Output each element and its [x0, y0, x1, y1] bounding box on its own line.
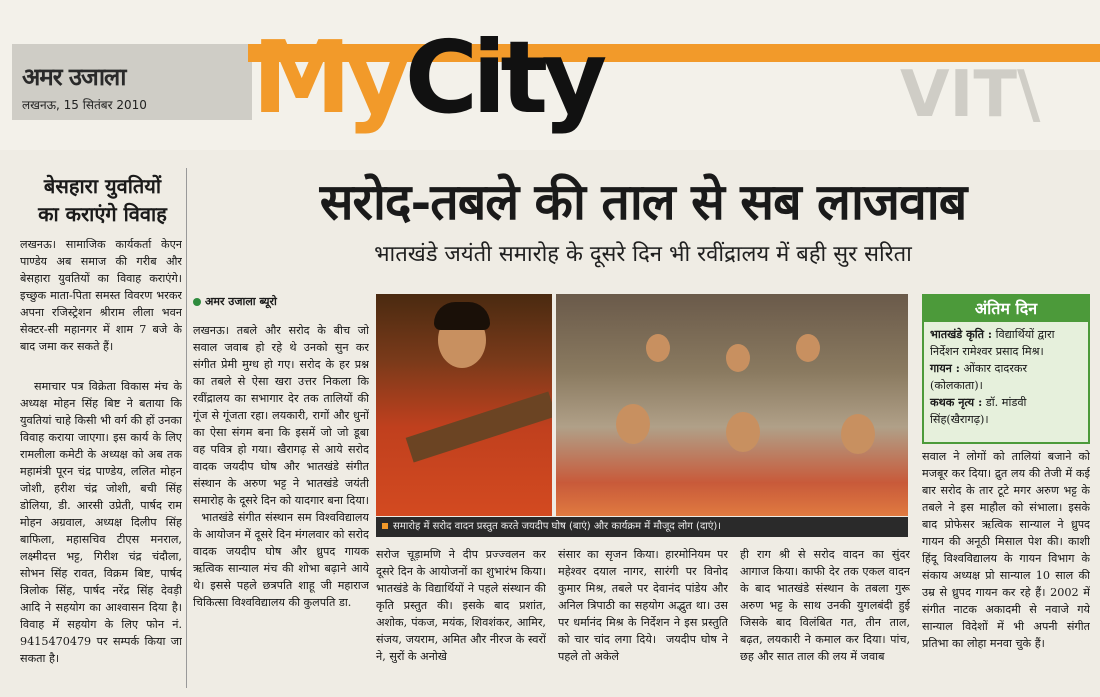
article-subheadline: भातखंडे जयंती समारोह के दूसरे दिन भी रवींद्रालय में बही सुर सरिता: [374, 242, 912, 267]
photo-caption-text: समारोह में सरोद वादन प्रस्तुत करते जयदीप घोष (बाएं) और कार्यक्रम में मौजूद लोग (दाएं)।: [393, 521, 722, 532]
article-column-1: लखनऊ। तबले और सरोद के बीच जो सवाल जवाब हो रहे थे उनको सुन कर संगीत प्रेमी मुग्ध हो गए। सरोद के हर प्रश्न का तबले से ऐसा खरा उत्तर निकला कि रवींद्रालय का सभागार देर तक तालियों की गूंज से गूंजता रहा। लयकारी, रागों और धुनों का ऐसा संगम बना कि इसमें जो जो डूबा वह पवित्र हो गया। खैरागढ़ से आये सरोद वादक जयदीप घोष और भातखंडे संगीत संस्थान के अरुण भट्ट ने भातखंडे जयंती समारोह के दूसरे दिन को यादगार बना दिया। भातखंडे संगीत संस्थान सम विश्वविद्यालय के आयोजन में दूसरे दिन मंगलवार को सरोद वादक जयदीप घोष और ध्रुपद गायक ऋत्विक सान्याल मंच की शोभा बढ़ाने आये थे। इससे पहले छत्रपति शाहू जी महाराज चिकित्सा विश्वविद्यालय की कुलपति डा.: [193, 324, 369, 609]
final-day-box: [922, 294, 1090, 444]
section-title: [252, 19, 602, 136]
edition-date: लखनऊ, 15 सितंबर 2010: [22, 98, 147, 112]
sidebar-headline: [20, 172, 185, 228]
final-day-item: [930, 326, 1082, 360]
article-column-5: सवाल ने लोगों को तालियां बजाने को मजबूर कर दिया। द्रुत लय की तेजी में कई बार सरोद के तार टूटे मगर अरुण भट्ट के तबले ने इस माहौल को संभाला। इसके बाद प्रोफेसर ऋत्विक सान्याल ने ध्रुपद गायन की अनूठी मिसाल पेश की। काशी हिंदू विश्वविद्यालय के गायन विभाग के संकाय अध्यक्ष प्रो सान्याल 10 साल की उम्र से ध्रुपद गायन कर रहे हैं। 2002 में संगीत नाटक अकादमी से नवाजे गये सान्याल विदेशों में भी अपनी संगीत प्रतिभा का लोहा मनवा चुके हैं।: [922, 450, 1090, 650]
article-byline: [193, 294, 277, 309]
photo-figure-hair: [434, 302, 490, 330]
final-day-item-label: भातखंडे कृति :: [930, 327, 993, 341]
bleed-through-text: VIT\: [900, 58, 1041, 132]
final-day-item-value: विद्यार्थियों द्वारा निर्देशन रामेश्वर प्रसाद मिश्र।: [930, 328, 1055, 358]
sidebar-headline-line2: का कराएंगे विवाह: [38, 202, 167, 226]
final-day-item-label: गायन :: [930, 361, 960, 375]
bullet-icon: [193, 298, 201, 306]
photo-figure: [616, 404, 650, 444]
final-day-item-value: ओंकार दादरकर (कोलकाता)।: [930, 362, 1028, 392]
photo-figure: [841, 414, 875, 454]
photo-figure: [796, 334, 820, 362]
photo-figure: [646, 334, 670, 362]
sidebar-paragraph-1: लखनऊ। सामाजिक कार्यकर्ता केएन पाण्डेय अब समाज की गरीब और बेसहारा युवतियों का विवाह कराएंगे। इच्छुक माता-पिता समस्त विवरण भरकर अपना रजिस्ट्रेशन श्रीराम लीला भवन सेक्टर-सी महानगर में शाम 7 बजे के बाद जमा कर सकते हैं।: [20, 238, 182, 353]
photo-sarod-instrument: [406, 391, 552, 462]
photo-audience: [556, 294, 908, 516]
photo-sarod-player: [376, 294, 552, 516]
photo-figure: [726, 412, 760, 452]
sidebar-paragraph-2: समाचार पत्र विक्रेता विकास मंच के अध्यक्ष मोहन सिंह बिष्ट ने बताया कि युवतियां चाहे किसी भी वर्ग की हों उनका विवाह कराया जाएगा। इस कार्य के लिए रामलीला कमेटी के अध्यक्ष को अब तक महामंत्री पूरन चंद्र पाण्डेय, ललित मोहन जोशी, हरीश चंद्र जोशी, बची सिंह डोलिया, डी. आरसी उप्रेती, पार्षद राम मोहन अग्रवाल, अध्यक्ष दिलीप सिंह बाफिला, महासचिव टीएस मनराल, लक्ष्मीदत्त भट्ट, गिरीश चंद्र चंदौला, सोभन सिंह रावत, विक्रम बिष्ट, पार्षद त्रिलोक सिंह, पार्षद नरेंद्र सिंह देवड़ी आदि ने सहयोग का आश्वासन दिया है। विवाह में सहयोग के लिए फोन नं. 9415470479 पर सम्पर्क किया जा सकता है।: [20, 380, 182, 665]
section-title-my: My: [252, 19, 405, 136]
article-column-4: ही राग श्री से सरोद वादन का सुंदर आगाज किया। काफी देर तक एकल वादन के बाद भातखंडे संस्थान के तबला गुरू अरुण भट्ट के साथ उनकी युगलबंदी हुई जिसके बाद विलंबित गत, तीन ताल, बढ़त, लयकारी ने कमाल कर दिया। पांच, छह और सात ताल की लय में जवाब: [740, 548, 910, 663]
article-column-2: सरोज चूड़ामणि ने दीप प्रज्ज्वलन कर दूसरे दिन के आयोजनों का शुभारंभ किया। भातखंडे के विद्यार्थियों ने पहले संस्थान की कृति प्रस्तुत की। इसके बाद प्रशांत, अशोक, पंकज, मयंक, शिवशंकर, आमिर, संजय, जयराम, अमित और नीरज के स्वरों ने, सुरों के अनोखे: [376, 548, 546, 663]
column-divider: [186, 168, 187, 688]
final-day-item: [930, 360, 1082, 394]
article-column-3: संसार का सृजन किया। हारमोनियम पर महेश्वर दयाल नागर, सारंगी पर विनोद कुमार मिश्र, तबले पर देवानंद पांडेय और अनिल त्रिपाठी का सहयोग अद्भुत था। उस पर धर्मानंद मिश्र के निर्देशन ने इस प्रस्तुति को चार चांद लगा दिये। जयदीप घोष ने पहले तो अकेले: [558, 548, 728, 663]
byline-text: अमर उजाला ब्यूरो: [205, 295, 277, 308]
caption-marker-icon: [382, 523, 388, 529]
photo-caption: [376, 517, 908, 537]
final-day-item: [930, 394, 1082, 428]
section-title-city: City: [404, 19, 602, 136]
article-headline: सरोद-तबले की ताल से सब लाजवाब: [319, 172, 967, 231]
photo-figure: [726, 344, 750, 372]
final-day-item-value: डॉ. मांडवी सिंह(खैरागढ़)।: [930, 396, 1027, 426]
newspaper-name: अमर उजाला: [22, 62, 126, 91]
final-day-item-label: कथक नृत्य :: [930, 395, 983, 409]
sidebar-headline-line1: बेसहारा युवतियों: [43, 174, 162, 198]
final-day-title: अंतिम दिन: [924, 296, 1088, 322]
